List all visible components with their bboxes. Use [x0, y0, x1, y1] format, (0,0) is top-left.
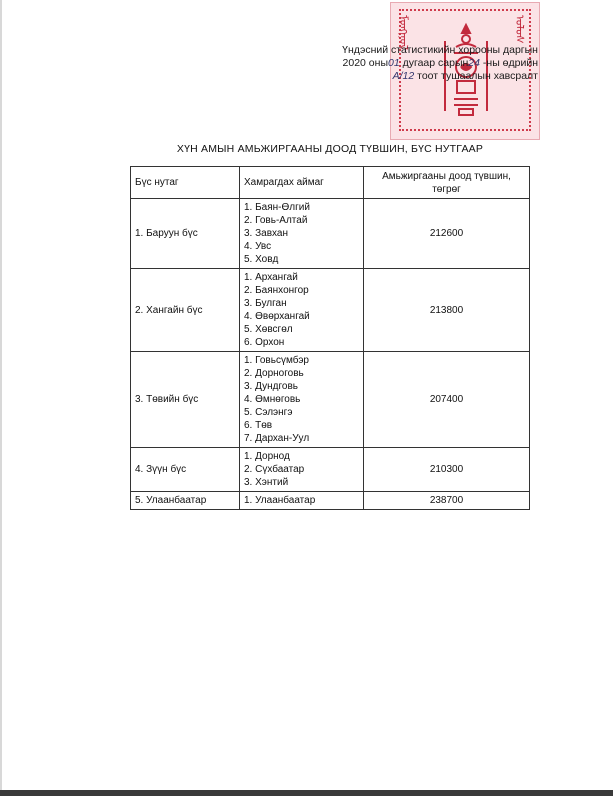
table-row — [131, 492, 530, 510]
province-item: 2. Сүхбаатар — [244, 464, 305, 475]
province-item: 1. Архангай — [244, 272, 298, 283]
province-list — [244, 201, 359, 266]
provinces-cell — [240, 199, 364, 269]
header-line-2 — [238, 57, 538, 70]
table-row — [131, 352, 530, 448]
province-item: 5. Сэлэнгэ — [244, 407, 293, 418]
province-item: 2. Баянхонгор — [244, 285, 309, 296]
province-item: 2. Дорноговь — [244, 368, 304, 379]
table-header-row — [131, 167, 530, 199]
subsistence-value-cell: 212600 — [364, 199, 530, 269]
province-item: 5. Хөвсгөл — [244, 324, 293, 335]
zone-cell: 4. Зүүн бүс — [131, 448, 240, 492]
stamp-script-left: ᠮᠣᠩᠭᠣᠯ — [397, 15, 409, 50]
table-row — [131, 448, 530, 492]
province-item: 3. Хэнтий — [244, 477, 289, 488]
header-subsistence-level: Амьжиргааны доод түвшин, төгрөг — [364, 167, 530, 199]
provinces-cell — [240, 448, 364, 492]
province-item: 7. Дархан-Уул — [244, 433, 310, 444]
province-item: 3. Булган — [244, 298, 287, 309]
header-day-handwritten: 24 — [468, 57, 480, 69]
table-body — [131, 199, 530, 510]
province-item: 4. Өмнөговь — [244, 394, 301, 405]
province-item: 2. Говь-Алтай — [244, 215, 308, 226]
header-year: 2020 оны — [342, 57, 388, 69]
province-item: 4. Өвөрхангай — [244, 311, 310, 322]
province-list — [244, 450, 359, 489]
provinces-cell — [240, 269, 364, 352]
page-bottom-edge — [0, 790, 613, 796]
subsistence-value-cell: 207400 — [364, 352, 530, 448]
zone-cell: 3. Төвийн бүс — [131, 352, 240, 448]
stamp-script-right: ᠤᠯᠤᠰ — [513, 15, 525, 44]
province-list — [244, 271, 359, 349]
provinces-cell — [240, 352, 364, 448]
subsistence-value-cell: 238700 — [364, 492, 530, 510]
header-line-1: Үндэсний статистикийн хорооны даргын — [342, 44, 538, 56]
province-item: 1. Баян-Өлгий — [244, 202, 310, 213]
province-item: 4. Увс — [244, 241, 272, 252]
subsistence-level-table — [130, 166, 530, 510]
subsistence-value-cell: 213800 — [364, 269, 530, 352]
province-item: 1. Улаанбаатар — [244, 495, 316, 506]
table-row — [131, 269, 530, 352]
province-item: 1. Говьсүмбэр — [244, 355, 309, 366]
header-month-label: дугаар сарын — [399, 57, 469, 69]
province-item: 6. Орхон — [244, 337, 285, 348]
header-zone: Бүс нутаг — [131, 167, 240, 199]
subsistence-value-cell: 210300 — [364, 448, 530, 492]
header-month-handwritten: 01 — [388, 57, 400, 69]
province-list — [244, 354, 359, 445]
header-day-label: -ны өдрийн — [479, 57, 538, 69]
header-order-label: тоот тушаалын хавсралт — [417, 70, 538, 82]
header-provinces: Хамрагдах аймаг — [240, 167, 364, 199]
header-order-number-handwritten: А/12 — [392, 70, 415, 82]
header-line-3 — [238, 70, 538, 83]
page-left-edge — [0, 0, 2, 796]
province-item: 3. Дундговь — [244, 381, 298, 392]
province-list — [244, 494, 359, 507]
approval-header — [238, 44, 538, 83]
province-item: 3. Завхан — [244, 228, 289, 239]
zone-cell: 1. Баруун бүс — [131, 199, 240, 269]
province-item: 1. Дорнод — [244, 451, 290, 462]
table-row — [131, 199, 530, 269]
provinces-cell — [240, 492, 364, 510]
zone-cell: 2. Хангайн бүс — [131, 269, 240, 352]
province-item: 6. Төв — [244, 420, 273, 431]
province-item: 5. Ховд — [244, 254, 279, 265]
document-title: ХҮН АМЫН АМЬЖИРГААНЫ ДООД ТҮВШИН, БҮС НУТГААР — [176, 143, 484, 155]
zone-cell: 5. Улаанбаатар — [131, 492, 240, 510]
